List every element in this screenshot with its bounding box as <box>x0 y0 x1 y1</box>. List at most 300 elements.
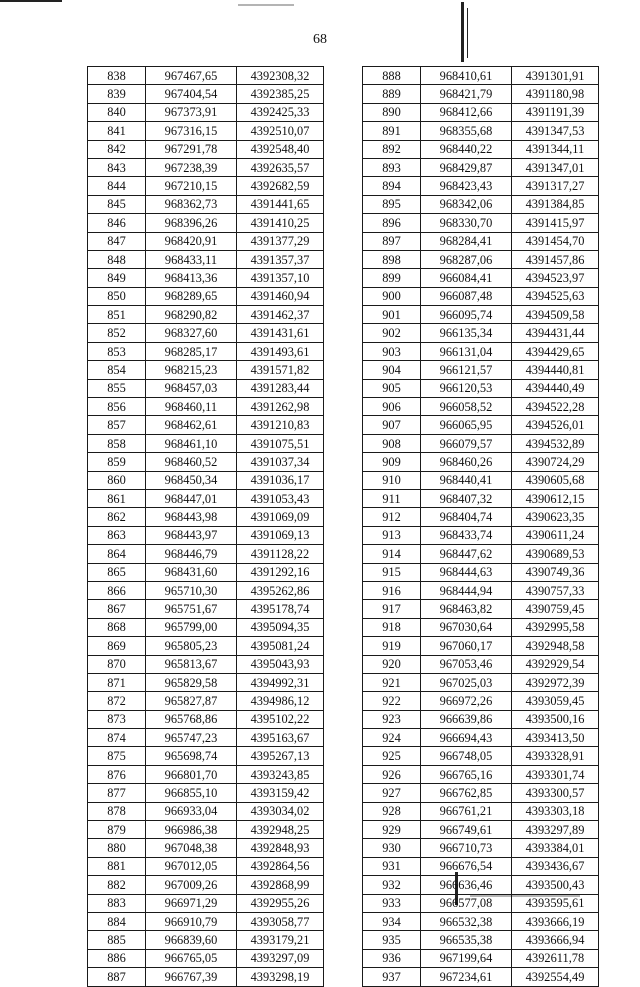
y-coordinate-cell: 4393500,43 <box>512 876 599 894</box>
y-coordinate-cell: 4392510,07 <box>237 122 324 140</box>
y-coordinate-cell: 4391262,98 <box>237 398 324 416</box>
x-coordinate-cell: 966065,95 <box>421 416 512 434</box>
point-number-cell: 914 <box>363 545 421 563</box>
coordinates-table-left <box>87 66 324 987</box>
y-coordinate-cell: 4393298,19 <box>237 968 324 986</box>
x-coordinate-cell: 966855,10 <box>146 784 237 802</box>
point-number-cell: 909 <box>363 453 421 471</box>
x-coordinate-cell: 967467,65 <box>146 67 237 85</box>
y-coordinate-cell: 4393159,42 <box>237 784 324 802</box>
point-number-cell: 907 <box>363 416 421 434</box>
y-coordinate-cell: 4391410,25 <box>237 214 324 232</box>
table-row <box>363 67 599 85</box>
table-row <box>363 784 599 802</box>
y-coordinate-cell: 4391571,82 <box>237 361 324 379</box>
point-number-cell: 903 <box>363 342 421 360</box>
y-coordinate-cell: 4391128,22 <box>237 545 324 563</box>
point-number-cell: 848 <box>88 250 146 268</box>
x-coordinate-cell: 967316,15 <box>146 122 237 140</box>
x-coordinate-cell: 968444,94 <box>421 581 512 599</box>
point-number-cell: 892 <box>363 140 421 158</box>
x-coordinate-cell: 968461,10 <box>146 434 237 452</box>
point-number-cell: 863 <box>88 526 146 544</box>
y-coordinate-cell: 4393297,89 <box>512 821 599 839</box>
x-coordinate-cell: 965710,30 <box>146 581 237 599</box>
table-row <box>363 894 599 912</box>
y-coordinate-cell: 4391384,85 <box>512 195 599 213</box>
y-coordinate-cell: 4391210,83 <box>237 416 324 434</box>
point-number-cell: 919 <box>363 637 421 655</box>
y-coordinate-cell: 4394992,31 <box>237 673 324 691</box>
point-number-cell: 893 <box>363 158 421 176</box>
y-coordinate-cell: 4392955,26 <box>237 894 324 912</box>
y-coordinate-cell: 4391347,01 <box>512 158 599 176</box>
y-coordinate-cell: 4392425,33 <box>237 103 324 121</box>
x-coordinate-cell: 966910,79 <box>146 912 237 930</box>
table-row <box>88 379 324 397</box>
table-row <box>363 287 599 305</box>
x-coordinate-cell: 968462,61 <box>146 416 237 434</box>
point-number-cell: 881 <box>88 857 146 875</box>
point-number-cell: 912 <box>363 508 421 526</box>
y-coordinate-cell: 4393179,21 <box>237 931 324 949</box>
point-number-cell: 857 <box>88 416 146 434</box>
x-coordinate-cell: 965799,00 <box>146 618 237 636</box>
x-coordinate-cell: 966839,60 <box>146 931 237 949</box>
x-coordinate-cell: 966639,86 <box>421 710 512 728</box>
x-coordinate-cell: 968342,06 <box>421 195 512 213</box>
table-row <box>88 416 324 434</box>
x-coordinate-cell: 968410,61 <box>421 67 512 85</box>
x-coordinate-cell: 967404,54 <box>146 85 237 103</box>
x-coordinate-cell: 966761,21 <box>421 802 512 820</box>
point-number-cell: 868 <box>88 618 146 636</box>
y-coordinate-cell: 4391462,37 <box>237 306 324 324</box>
y-coordinate-cell: 4393301,74 <box>512 765 599 783</box>
point-number-cell: 918 <box>363 618 421 636</box>
table-row <box>88 508 324 526</box>
x-coordinate-cell: 966131,04 <box>421 342 512 360</box>
point-number-cell: 861 <box>88 489 146 507</box>
table-row <box>88 140 324 158</box>
table-row <box>88 195 324 213</box>
point-number-cell: 894 <box>363 177 421 195</box>
table-row <box>363 637 599 655</box>
x-coordinate-cell: 968362,73 <box>146 195 237 213</box>
y-coordinate-cell: 4392308,32 <box>237 67 324 85</box>
table-row <box>363 876 599 894</box>
point-number-cell: 865 <box>88 563 146 581</box>
table-row <box>88 67 324 85</box>
x-coordinate-cell: 968429,87 <box>421 158 512 176</box>
point-number-cell: 851 <box>88 306 146 324</box>
table-row <box>363 545 599 563</box>
y-coordinate-cell: 4390759,45 <box>512 600 599 618</box>
y-coordinate-cell: 4392848,93 <box>237 839 324 857</box>
y-coordinate-cell: 4392682,59 <box>237 177 324 195</box>
table-row <box>88 802 324 820</box>
table-row <box>363 581 599 599</box>
table-row <box>88 710 324 728</box>
table-row <box>88 894 324 912</box>
table-row <box>88 453 324 471</box>
table-row <box>88 968 324 986</box>
x-coordinate-cell: 968327,60 <box>146 324 237 342</box>
table-row <box>363 269 599 287</box>
table-row <box>88 232 324 250</box>
point-number-cell: 908 <box>363 434 421 452</box>
point-number-cell: 890 <box>363 103 421 121</box>
point-number-cell: 898 <box>363 250 421 268</box>
y-coordinate-cell: 4391180,98 <box>512 85 599 103</box>
y-coordinate-cell: 4391377,29 <box>237 232 324 250</box>
point-number-cell: 886 <box>88 949 146 967</box>
x-coordinate-cell: 968287,06 <box>421 250 512 268</box>
point-number-cell: 840 <box>88 103 146 121</box>
point-number-cell: 871 <box>88 673 146 691</box>
table-row <box>88 434 324 452</box>
y-coordinate-cell: 4391036,17 <box>237 471 324 489</box>
x-coordinate-cell: 968433,74 <box>421 526 512 544</box>
y-coordinate-cell: 4391460,94 <box>237 287 324 305</box>
point-number-cell: 921 <box>363 673 421 691</box>
x-coordinate-cell: 968446,79 <box>146 545 237 563</box>
y-coordinate-cell: 4391431,61 <box>237 324 324 342</box>
table-row <box>363 379 599 397</box>
y-coordinate-cell: 4391344,11 <box>512 140 599 158</box>
point-number-cell: 854 <box>88 361 146 379</box>
point-number-cell: 882 <box>88 876 146 894</box>
point-number-cell: 932 <box>363 876 421 894</box>
x-coordinate-cell: 966710,73 <box>421 839 512 857</box>
table-row <box>363 931 599 949</box>
point-number-cell: 864 <box>88 545 146 563</box>
table-row <box>363 158 599 176</box>
y-coordinate-cell: 4391069,13 <box>237 526 324 544</box>
y-coordinate-cell: 4393436,67 <box>512 857 599 875</box>
page-number: 68 <box>313 32 327 47</box>
point-number-cell: 850 <box>88 287 146 305</box>
table-row <box>363 122 599 140</box>
table-row <box>88 342 324 360</box>
table-row <box>363 508 599 526</box>
x-coordinate-cell: 967210,15 <box>146 177 237 195</box>
point-number-cell: 884 <box>88 912 146 930</box>
point-number-cell: 896 <box>363 214 421 232</box>
x-coordinate-cell: 966058,52 <box>421 398 512 416</box>
x-coordinate-cell: 966532,38 <box>421 912 512 930</box>
x-coordinate-cell: 966694,43 <box>421 729 512 747</box>
y-coordinate-cell: 4390757,33 <box>512 581 599 599</box>
point-number-cell: 928 <box>363 802 421 820</box>
table-row <box>363 692 599 710</box>
y-coordinate-cell: 4393328,91 <box>512 747 599 765</box>
y-coordinate-cell: 4390749,36 <box>512 563 599 581</box>
x-coordinate-cell: 968421,79 <box>421 85 512 103</box>
y-coordinate-cell: 4392548,40 <box>237 140 324 158</box>
table-row <box>88 545 324 563</box>
point-number-cell: 875 <box>88 747 146 765</box>
table-row <box>363 324 599 342</box>
y-coordinate-cell: 4393384,01 <box>512 839 599 857</box>
x-coordinate-cell: 968433,11 <box>146 250 237 268</box>
point-number-cell: 930 <box>363 839 421 857</box>
y-coordinate-cell: 4391075,51 <box>237 434 324 452</box>
x-coordinate-cell: 968457,03 <box>146 379 237 397</box>
x-coordinate-cell: 966087,48 <box>421 287 512 305</box>
x-coordinate-cell: 966972,26 <box>421 692 512 710</box>
y-coordinate-cell: 4393243,85 <box>237 765 324 783</box>
point-number-cell: 927 <box>363 784 421 802</box>
x-coordinate-cell: 967053,46 <box>421 655 512 673</box>
y-coordinate-cell: 4392948,25 <box>237 821 324 839</box>
table-row <box>363 821 599 839</box>
point-number-cell: 874 <box>88 729 146 747</box>
y-coordinate-cell: 4391301,91 <box>512 67 599 85</box>
x-coordinate-cell: 966135,34 <box>421 324 512 342</box>
y-coordinate-cell: 4394509,58 <box>512 306 599 324</box>
table-row <box>363 398 599 416</box>
y-coordinate-cell: 4391292,16 <box>237 563 324 581</box>
table-row <box>88 600 324 618</box>
point-number-cell: 891 <box>363 122 421 140</box>
y-coordinate-cell: 4392972,39 <box>512 673 599 691</box>
y-coordinate-cell: 4391191,39 <box>512 103 599 121</box>
table-row <box>88 857 324 875</box>
table-row <box>88 912 324 930</box>
table-row <box>363 673 599 691</box>
point-number-cell: 873 <box>88 710 146 728</box>
table-row <box>363 471 599 489</box>
x-coordinate-cell: 965805,23 <box>146 637 237 655</box>
scan-edge-mark <box>0 0 62 2</box>
x-coordinate-cell: 967373,91 <box>146 103 237 121</box>
point-number-cell: 853 <box>88 342 146 360</box>
point-number-cell: 916 <box>363 581 421 599</box>
point-number-cell: 902 <box>363 324 421 342</box>
y-coordinate-cell: 4391441,65 <box>237 195 324 213</box>
y-coordinate-cell: 4390689,53 <box>512 545 599 563</box>
point-number-cell: 847 <box>88 232 146 250</box>
table-row <box>363 600 599 618</box>
table-row <box>363 195 599 213</box>
table-row <box>88 839 324 857</box>
table-row <box>88 103 324 121</box>
table-row <box>88 177 324 195</box>
table-row <box>88 306 324 324</box>
y-coordinate-cell: 4395267,13 <box>237 747 324 765</box>
x-coordinate-cell: 966079,57 <box>421 434 512 452</box>
y-coordinate-cell: 4393666,94 <box>512 931 599 949</box>
table-row <box>363 802 599 820</box>
y-coordinate-cell: 4391454,70 <box>512 232 599 250</box>
y-coordinate-cell: 4395163,67 <box>237 729 324 747</box>
table-row <box>88 784 324 802</box>
point-number-cell: 888 <box>363 67 421 85</box>
x-coordinate-cell: 966120,53 <box>421 379 512 397</box>
x-coordinate-cell: 968440,22 <box>421 140 512 158</box>
table-row <box>363 140 599 158</box>
y-coordinate-cell: 4393058,77 <box>237 912 324 930</box>
x-coordinate-cell: 966095,74 <box>421 306 512 324</box>
x-coordinate-cell: 967025,03 <box>421 673 512 691</box>
point-number-cell: 937 <box>363 968 421 986</box>
point-number-cell: 910 <box>363 471 421 489</box>
y-coordinate-cell: 4393297,09 <box>237 949 324 967</box>
x-coordinate-cell: 966765,05 <box>146 949 237 967</box>
y-coordinate-cell: 4395094,35 <box>237 618 324 636</box>
point-number-cell: 917 <box>363 600 421 618</box>
point-number-cell: 878 <box>88 802 146 820</box>
point-number-cell: 895 <box>363 195 421 213</box>
table-row <box>88 85 324 103</box>
x-coordinate-cell: 968460,52 <box>146 453 237 471</box>
x-coordinate-cell: 966762,85 <box>421 784 512 802</box>
point-number-cell: 849 <box>88 269 146 287</box>
point-number-cell: 860 <box>88 471 146 489</box>
y-coordinate-cell: 4394532,89 <box>512 434 599 452</box>
x-coordinate-cell: 968285,17 <box>146 342 237 360</box>
point-number-cell: 846 <box>88 214 146 232</box>
x-coordinate-cell: 967012,05 <box>146 857 237 875</box>
y-coordinate-cell: 4390611,24 <box>512 526 599 544</box>
point-number-cell: 879 <box>88 821 146 839</box>
x-coordinate-cell: 968420,91 <box>146 232 237 250</box>
x-coordinate-cell: 968396,26 <box>146 214 237 232</box>
table-row <box>88 655 324 673</box>
y-coordinate-cell: 4392995,58 <box>512 618 599 636</box>
x-coordinate-cell: 968447,62 <box>421 545 512 563</box>
table-row <box>363 489 599 507</box>
y-coordinate-cell: 4393300,57 <box>512 784 599 802</box>
y-coordinate-cell: 4391415,97 <box>512 214 599 232</box>
coordinates-table-right <box>362 66 599 987</box>
y-coordinate-cell: 4393666,19 <box>512 912 599 930</box>
table-row <box>88 618 324 636</box>
point-number-cell: 883 <box>88 894 146 912</box>
table-row <box>363 655 599 673</box>
y-coordinate-cell: 4394431,44 <box>512 324 599 342</box>
x-coordinate-cell: 966767,39 <box>146 968 237 986</box>
x-coordinate-cell: 965751,67 <box>146 600 237 618</box>
y-coordinate-cell: 4394440,49 <box>512 379 599 397</box>
point-number-cell: 870 <box>88 655 146 673</box>
y-coordinate-cell: 4392868,99 <box>237 876 324 894</box>
point-number-cell: 877 <box>88 784 146 802</box>
y-coordinate-cell: 4395102,22 <box>237 710 324 728</box>
table-row <box>88 214 324 232</box>
table-row <box>363 103 599 121</box>
y-coordinate-cell: 4391037,34 <box>237 453 324 471</box>
table-row <box>88 581 324 599</box>
table-row <box>88 361 324 379</box>
point-number-cell: 934 <box>363 912 421 930</box>
point-number-cell: 923 <box>363 710 421 728</box>
y-coordinate-cell: 4395043,93 <box>237 655 324 673</box>
x-coordinate-cell: 967234,61 <box>421 968 512 986</box>
x-coordinate-cell: 966986,38 <box>146 821 237 839</box>
x-coordinate-cell: 966084,41 <box>421 269 512 287</box>
x-coordinate-cell: 965747,23 <box>146 729 237 747</box>
x-coordinate-cell: 966577,08 <box>421 894 512 912</box>
y-coordinate-cell: 4394429,65 <box>512 342 599 360</box>
x-coordinate-cell: 967009,26 <box>146 876 237 894</box>
y-coordinate-cell: 4393500,16 <box>512 710 599 728</box>
point-number-cell: 859 <box>88 453 146 471</box>
y-coordinate-cell: 4391357,37 <box>237 250 324 268</box>
y-coordinate-cell: 4391069,09 <box>237 508 324 526</box>
table-row <box>363 765 599 783</box>
x-coordinate-cell: 965698,74 <box>146 747 237 765</box>
x-coordinate-cell: 967048,38 <box>146 839 237 857</box>
table-row <box>363 563 599 581</box>
point-number-cell: 838 <box>88 67 146 85</box>
y-coordinate-cell: 4390623,35 <box>512 508 599 526</box>
table-row <box>363 416 599 434</box>
table-row <box>363 912 599 930</box>
x-coordinate-cell: 966765,16 <box>421 765 512 783</box>
x-coordinate-cell: 968215,23 <box>146 361 237 379</box>
x-coordinate-cell: 968423,43 <box>421 177 512 195</box>
y-coordinate-cell: 4394440,81 <box>512 361 599 379</box>
point-number-cell: 852 <box>88 324 146 342</box>
x-coordinate-cell: 968355,68 <box>421 122 512 140</box>
x-coordinate-cell: 967030,64 <box>421 618 512 636</box>
table-row <box>88 876 324 894</box>
point-number-cell: 925 <box>363 747 421 765</box>
x-coordinate-cell: 968444,63 <box>421 563 512 581</box>
x-coordinate-cell: 966971,29 <box>146 894 237 912</box>
x-coordinate-cell: 968443,97 <box>146 526 237 544</box>
y-coordinate-cell: 4390612,15 <box>512 489 599 507</box>
x-coordinate-cell: 968289,65 <box>146 287 237 305</box>
point-number-cell: 858 <box>88 434 146 452</box>
table-row <box>88 673 324 691</box>
y-coordinate-cell: 4395262,86 <box>237 581 324 599</box>
point-number-cell: 855 <box>88 379 146 397</box>
y-coordinate-cell: 4393413,50 <box>512 729 599 747</box>
x-coordinate-cell: 966636,46 <box>421 876 512 894</box>
table-row <box>363 839 599 857</box>
point-number-cell: 897 <box>363 232 421 250</box>
point-number-cell: 887 <box>88 968 146 986</box>
point-number-cell: 862 <box>88 508 146 526</box>
y-coordinate-cell: 4391053,43 <box>237 489 324 507</box>
table-row <box>363 618 599 636</box>
y-coordinate-cell: 4395081,24 <box>237 637 324 655</box>
y-coordinate-cell: 4391283,44 <box>237 379 324 397</box>
point-number-cell: 920 <box>363 655 421 673</box>
point-number-cell: 872 <box>88 692 146 710</box>
x-coordinate-cell: 967291,78 <box>146 140 237 158</box>
table-row <box>363 526 599 544</box>
table-row <box>363 857 599 875</box>
x-coordinate-cell: 968330,70 <box>421 214 512 232</box>
point-number-cell: 905 <box>363 379 421 397</box>
y-coordinate-cell: 4392929,54 <box>512 655 599 673</box>
point-number-cell: 856 <box>88 398 146 416</box>
point-number-cell: 936 <box>363 949 421 967</box>
x-coordinate-cell: 968284,41 <box>421 232 512 250</box>
table-row <box>88 269 324 287</box>
y-coordinate-cell: 4395178,74 <box>237 600 324 618</box>
point-number-cell: 899 <box>363 269 421 287</box>
x-coordinate-cell: 967238,39 <box>146 158 237 176</box>
table-row <box>363 250 599 268</box>
x-coordinate-cell: 968404,74 <box>421 508 512 526</box>
x-coordinate-cell: 968460,26 <box>421 453 512 471</box>
point-number-cell: 842 <box>88 140 146 158</box>
